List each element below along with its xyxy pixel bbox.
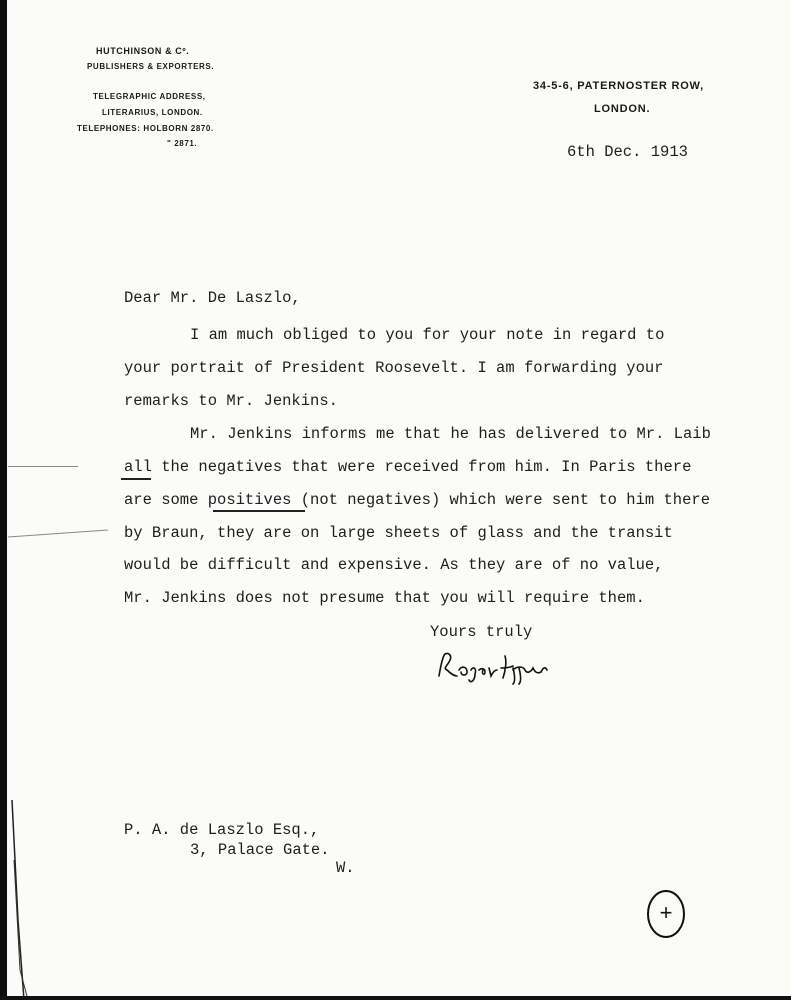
recipient-line-1: P. A. de Laszlo Esq., — [124, 821, 320, 839]
address-line-2: LONDON. — [594, 103, 651, 115]
letter-date: 6th Dec. 1913 — [567, 143, 688, 161]
recipient-line-3: W. — [336, 859, 355, 877]
margin-mark-2 — [8, 530, 108, 538]
closing: Yours truly — [430, 623, 533, 641]
mark-symbol: + — [659, 900, 673, 925]
scan-bottom-edge — [0, 996, 791, 1000]
recipient-line-2: 3, Palace Gate. — [190, 841, 330, 859]
company-tagline: PUBLISHERS & EXPORTERS. — [87, 62, 215, 71]
scan-left-edge — [0, 0, 7, 1000]
salutation: Dear Mr. De Laszlo, — [124, 289, 301, 307]
telegraphic-value: LITERARIUS, LONDON. — [102, 108, 203, 117]
underline-all — [121, 478, 151, 480]
paragraph1-line1: I am much obliged to you for your note in regard to — [190, 326, 665, 344]
circled-cross-mark — [642, 886, 692, 942]
signature — [435, 646, 555, 686]
telephones-second: " 2871. — [167, 139, 198, 148]
paragraph2-line6: Mr. Jenkins does not presume that you will require them. — [124, 589, 645, 607]
telephones: TELEPHONES: HOLBORN 2870. — [77, 124, 214, 133]
paragraph1-line3: remarks to Mr. Jenkins. — [124, 392, 338, 410]
paragraph2-line2: all the negatives that were received from him. In Paris there — [124, 458, 692, 476]
margin-mark-1 — [8, 466, 78, 467]
scan-left-curl — [10, 800, 32, 1000]
paragraph1-line2: your portrait of President Roosevelt. I am forwarding your — [124, 359, 664, 377]
underline-positives — [213, 510, 305, 512]
paragraph2-line3: are some positives (not negatives) which were sent to him there — [124, 491, 710, 509]
paragraph2-line1: Mr. Jenkins informs me that he has delivered to Mr. Laib — [190, 425, 711, 443]
telegraphic-label: TELEGRAPHIC ADDRESS, — [93, 92, 206, 101]
paragraph2-line5: would be difficult and expensive. As they are of no value, — [124, 556, 664, 574]
company-name: HUTCHINSON & Cº. — [96, 46, 190, 56]
address-line-1: 34-5-6, PATERNOSTER ROW, — [533, 80, 704, 92]
paragraph2-line4: by Braun, they are on large sheets of glass and the transit — [124, 524, 673, 542]
